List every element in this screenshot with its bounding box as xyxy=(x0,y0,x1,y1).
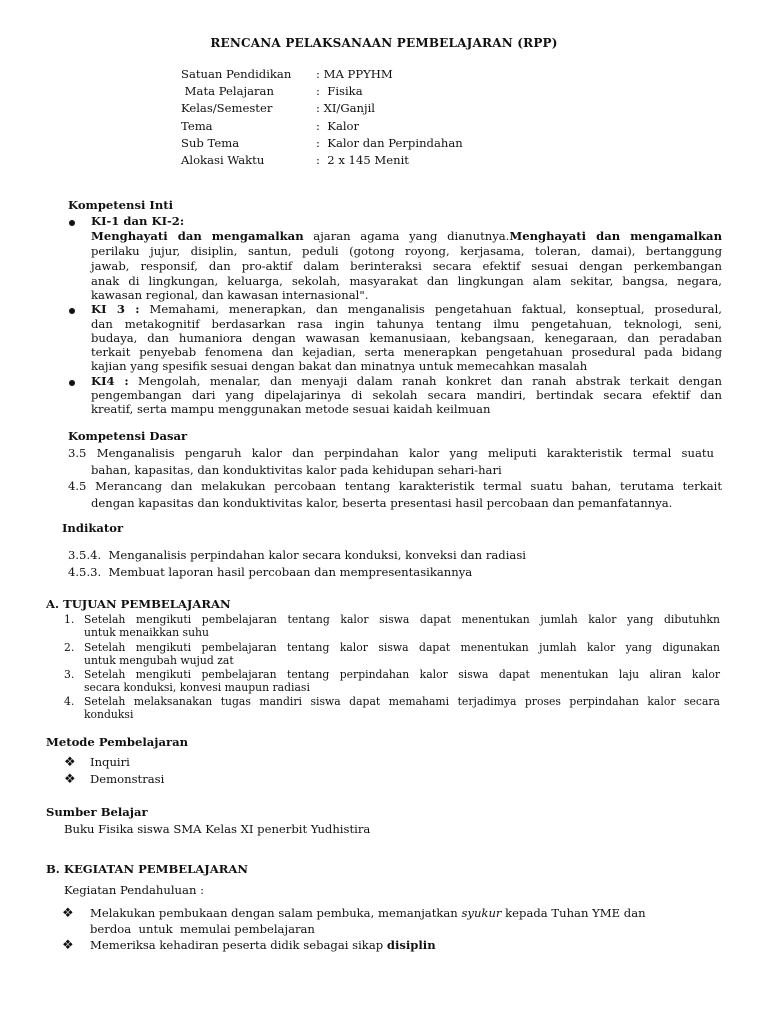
kegiatan-bold: disiplin xyxy=(386,938,436,952)
identity-value: : MA PPYHM xyxy=(316,67,393,81)
metode-item: Demonstrasi xyxy=(90,772,165,786)
ki3-line: budaya, dan humaniora dengan wawasan kemanusiaan, kebangsaan, kenegaraan, dan peradaban xyxy=(91,331,722,345)
kd-line: 3.5 Menganalisis pengaruh kalor dan perpindahan kalor yang meliputi karakteristik termal suatu xyxy=(68,446,714,460)
ki4-line xyxy=(91,374,722,389)
kd-line: bahan, kapasitas, dan konduktivitas kalor pada kehidupan sehari-hari xyxy=(91,463,502,477)
page-title: RENCANA PELAKSANAAN PEMBELAJARAN (RPP) xyxy=(210,36,558,50)
ki4-line: kreatif, serta mampu menggunakan metode sesuai kaidah keilmuan xyxy=(91,402,491,416)
tujuan-num: 1. xyxy=(64,613,75,626)
identity-label: Mata Pelajaran xyxy=(181,84,274,98)
tujuan-line: Setelah mengikuti pembelajaran tentang kalor siswa dapat menentukan jumlah kalor yang dibutuhkn xyxy=(84,613,720,626)
kd-line: dengan kapasitas dan konduktivitas kalor, beserta presentasi hasil percobaan dan pemanfatannya. xyxy=(91,496,673,510)
bullet-icon xyxy=(69,308,75,314)
ki4-text: Mengolah, menalar, dan menyaji dalam ranah konkret dan ranah abstrak terkait dengan xyxy=(128,374,722,388)
diamond-bullet-icon: ❖ xyxy=(64,755,76,770)
identity-value: : Kalor xyxy=(316,119,360,133)
kegiatan-text: Melakukan pembukaan dengan salam pembuka, memanjatkan xyxy=(90,906,462,920)
indikator-item: 3.5.4. Menganalisis perpindahan kalor secara konduksi, konveksi dan radiasi xyxy=(68,548,526,562)
kegiatan-heading: B. KEGIATAN PEMBELAJARAN xyxy=(46,862,248,876)
identity-value: : XI/Ganjil xyxy=(316,101,375,115)
diamond-bullet-icon: ❖ xyxy=(64,772,76,787)
kd-heading: Kompetensi Dasar xyxy=(68,429,188,443)
ki3-label: KI 3 : xyxy=(91,302,140,316)
identity-label: Tema xyxy=(181,119,213,133)
tujuan-line: Setelah melaksanakan tugas mandiri siswa dapat memahami terjadimya proses perpindahan kalor secara xyxy=(84,695,720,708)
ki12-bold: Menghayati dan mengamalkan xyxy=(509,229,722,243)
ki12-line: jawab, responsif, dan pro-aktif dalam berinteraksi secara efektif sesuai dengan perkembangan xyxy=(91,259,722,273)
ki12-title: KI-1 dan KI-2: xyxy=(91,214,185,228)
tujuan-line: konduksi xyxy=(84,708,134,721)
tujuan-num: 3. xyxy=(64,668,75,681)
kegiatan-item xyxy=(90,906,646,921)
identity-label: Alokasi Waktu xyxy=(181,153,265,167)
ki4-label: KI4 : xyxy=(91,374,129,388)
indikator-item: 4.5.3. Membuat laporan hasil percobaan dan mempresentasikannya xyxy=(68,565,473,579)
ki12-line: perilaku jujur, disiplin, santun, peduli (gotong royong, kerjasama, toleran, damai), bertanggung xyxy=(91,244,722,258)
identity-value: : 2 x 145 Menit xyxy=(316,153,409,167)
ki3-line: terkait penyebab fenomena dan kejadian, serta menerapkan pengetahuan prosedural pada bidang xyxy=(91,345,722,359)
tujuan-line: Setelah mengikuti pembelajaran tentang perpindahan kalor siswa dapat menentukan laju aliran kalor xyxy=(84,668,720,681)
ki3-line xyxy=(91,302,722,317)
kegiatan-text: Memeriksa kehadiran peserta didik sebagai sikap xyxy=(90,938,387,952)
indikator-heading: Indikator xyxy=(62,521,124,535)
kegiatan-item-line2: berdoa untuk memulai pembelajaran xyxy=(90,922,315,936)
ki12-line: anak di lingkungan, keluarga, sekolah, masyarakat dan lingkungan alam sekitar, bangsa, negara, xyxy=(91,274,722,288)
tujuan-line: untuk mengubah wujud zat xyxy=(84,654,234,667)
tujuan-num: 4. xyxy=(64,695,75,708)
kd-line: 4.5 Merancang dan melakukan percobaan tentang karakteristik termal suatu bahan, terutama terkait xyxy=(68,479,722,493)
bullet-icon xyxy=(69,380,75,386)
identity-value: : Fisika xyxy=(316,84,363,98)
ki-heading: Kompetensi Inti xyxy=(68,198,174,212)
identity-value: : Kalor dan Perpindahan xyxy=(316,136,463,150)
tujuan-line: untuk menaikkan suhu xyxy=(84,626,209,639)
ki12-line xyxy=(91,229,722,244)
tujuan-line: secara konduksi, konvesi maupun radiasi xyxy=(84,681,310,694)
kegiatan-item xyxy=(90,938,436,953)
bullet-icon xyxy=(69,220,75,226)
diamond-bullet-icon: ❖ xyxy=(62,938,74,953)
diamond-bullet-icon: ❖ xyxy=(62,906,74,921)
sumber-text: Buku Fisika siswa SMA Kelas XI penerbit Yudhistira xyxy=(64,822,371,836)
tujuan-num: 2. xyxy=(64,641,75,654)
tujuan-line: Setelah mengikuti pembelajaran tentang kalor siswa dapat menentukan jumlah kalor yang digunakan xyxy=(84,641,720,654)
ki12-text: ajaran agama yang dianutnya. xyxy=(303,229,510,243)
ki4-line: pengembangan dari yang dipelajarinya di sekolah secara mandiri, bertindak secara efektif dan xyxy=(91,388,722,402)
kegiatan-text: kepada Tuhan YME dan xyxy=(501,906,646,920)
ki3-text: Memahami, menerapkan, dan menganalisis pengetahuan faktual, konseptual, prosedural, xyxy=(139,302,722,316)
ki12-bold: Menghayati dan mengamalkan xyxy=(91,229,304,243)
ki3-line: dan metakognitif berdasarkan rasa ingin tahunya tentang ilmu pengetahuan, teknologi, seni, xyxy=(91,317,722,331)
identity-label: Kelas/Semester xyxy=(181,101,273,115)
tujuan-heading: A. TUJUAN PEMBELAJARAN xyxy=(46,597,231,611)
identity-label: Sub Tema xyxy=(181,136,240,150)
metode-item: Inquiri xyxy=(90,755,130,769)
ki12-line: kawasan regional, dan kawasan internasional". xyxy=(91,288,369,302)
kegiatan-sub: Kegiatan Pendahuluan : xyxy=(64,883,204,897)
ki3-line: kajian yang spesifik sesuai dengan bakat dan minatnya untuk memecahkan masalah xyxy=(91,359,588,373)
sumber-heading: Sumber Belajar xyxy=(46,805,148,819)
metode-heading: Metode Pembelajaran xyxy=(46,735,189,749)
identity-label: Satuan Pendidikan xyxy=(181,67,292,81)
kegiatan-italic: syukur xyxy=(461,906,502,920)
